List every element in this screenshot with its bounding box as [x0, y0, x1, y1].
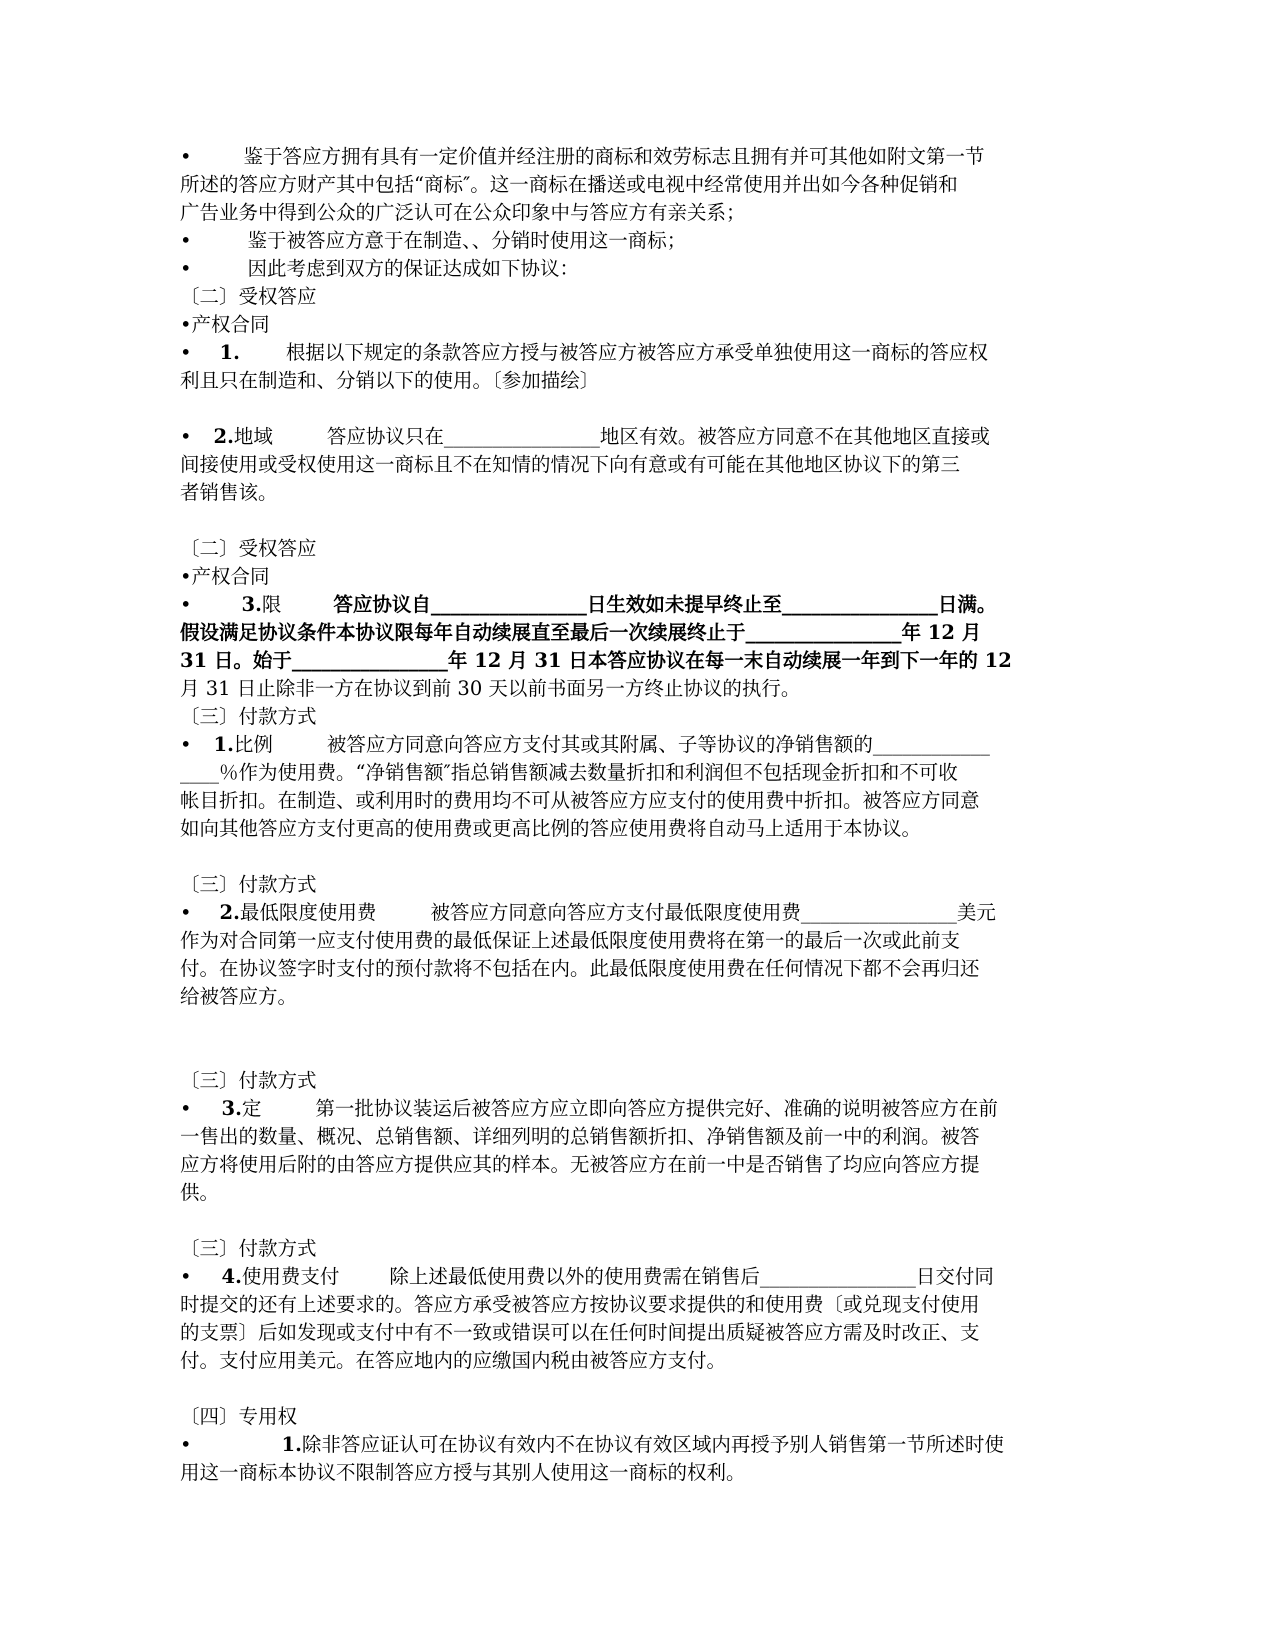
bullet: •: [180, 1265, 192, 1288]
section-heading: 〔四〕专用权: [180, 1405, 298, 1428]
section-heading: 〔三〕付款方式: [180, 873, 317, 896]
clause-line: 一售出的数量、概况、总销售额、详细列明的总销售额折扣、净销售额及前一中的利润。被答: [180, 1125, 980, 1148]
clause-line: 付。支付应用美元。在答应地内的应缴国内税由被答应方支付。: [180, 1349, 727, 1372]
bullet: •: [180, 733, 192, 756]
section-heading: 〔二〕受权答应: [180, 537, 317, 560]
preamble: [180, 143, 1080, 283]
preamble-line-3: 广告业务中得到公众的广泛认可在公众印象中与答应方有亲关系；: [180, 201, 746, 224]
clause-title: 限: [261, 593, 282, 616]
clause-line: 假设满足协议条件本协议限每年自动续展直至最后一次续展终止于________________年 12 月: [180, 621, 982, 644]
clause-line: • 2.最低限度使用费 被答应方同意向答应方支付最低限度使用费________________美元: [180, 901, 996, 924]
clause-number: 1.: [213, 733, 234, 756]
clause-line: 间接使用或受权使用这一商标且不在知情的情况下向有意或有可能在其他地区协议下的第三: [180, 453, 961, 476]
clause-line: • 3.限 答应协议自________________日生效如未提早终止至________________日满。: [180, 593, 997, 616]
clause-line: ____％作为使用费。“净销售额″指总销售额减去数量折扣和利润但不包括现金折扣和不可收: [180, 761, 958, 784]
clause-line: 者销售该。: [180, 481, 278, 504]
clause-title: 比例: [233, 733, 273, 756]
section-payment-2: [180, 871, 1080, 1011]
clause-line: 供。: [180, 1181, 220, 1204]
section-exclusivity: [180, 1403, 1080, 1487]
clause-line: 如向其他答应方支付更高的使用费或更高比例的答应使用费将自动马上适用于本协议。: [180, 817, 922, 840]
bullet: •: [180, 257, 192, 280]
clause-line: • 3.定 第一批协议装运后被答应方应立即向答应方提供完好、准确的说明被答应方在前: [180, 1097, 998, 1120]
clause-territory: [180, 423, 1080, 507]
clause-line: 帐目折扣。在制造、或利用时的费用均不可从被答应方应支付的使用费中折扣。被答应方同意: [180, 789, 980, 812]
clause-line: 利且只在制造和、分销以下的使用。〔参加描绘〕: [180, 369, 600, 392]
clause-line: 付。在协议签字时支付的预付款将不包括在内。此最低限度使用费在任何情况下都不会再归还: [180, 957, 980, 980]
bullet: •: [180, 593, 192, 616]
clause-title: 使用费支付: [241, 1265, 340, 1288]
section-grant-2: [180, 535, 1080, 703]
clause-line: 用这一商标本协议不限制答应方授与其别人使用这一商标的权利。: [180, 1461, 746, 1484]
preamble-line-2: 所述的答应方财产其中包括“商标″。这一商标在播送或电视中经常使用并出如今各种促销和: [180, 173, 958, 196]
clause-line: 的支票〕后如发现或支付中有不一致或错误可以在任何时间提出质疑被答应方需及时改正、支: [180, 1321, 980, 1344]
clause-line: • 2.地域 答应协议只在________________地区有效。被答应方同意不在其他地区直接或: [180, 425, 990, 448]
section-heading: 〔三〕付款方式: [180, 705, 317, 728]
clause-title: 最低限度使用费: [239, 901, 377, 924]
section-payment-3: [180, 1067, 1080, 1207]
clause-number: 1.: [219, 341, 240, 364]
clause-line: • 1. 根据以下规定的条款答应方授与被答应方被答应方承受单独使用这一商标的答应权: [180, 341, 988, 364]
bullet: •: [180, 1097, 192, 1120]
clause-number: 3.: [241, 593, 262, 616]
clause-number: 2.: [213, 425, 234, 448]
preamble-line-5: • 因此考虑到双方的保证达成如下协议：: [180, 257, 580, 280]
section-subheading: •产权合同: [180, 565, 270, 588]
bullet: •: [180, 145, 192, 168]
section-grant-1: [180, 283, 1080, 395]
clause-line: 时提交的还有上述要求的。答应方承受被答应方按协议要求提供的和使用费〔或兑现支付使用: [180, 1293, 980, 1316]
clause-number: 2.: [219, 901, 240, 924]
section-subheading: •产权合同: [180, 313, 270, 336]
preamble-line-4: • 鉴于被答应方意于在制造、、分销时使用这一商标；: [180, 229, 687, 252]
clause-line: • 1.除非答应证认可在协议有效内不在协议有效区域内再授予别人销售第一节所述时使: [180, 1433, 1004, 1456]
section-heading: 〔二〕受权答应: [180, 285, 317, 308]
clause-line: 月 31 日止除非一方在协议到前 30 天以前书面另一方终止协议的执行。: [180, 677, 801, 700]
clause-number: 3.: [221, 1097, 242, 1120]
bullet: •: [180, 229, 192, 252]
bullet: •: [180, 1433, 192, 1456]
bullet: •: [180, 341, 192, 364]
clause-line: • 4.使用费支付 除上述最低使用费以外的使用费需在销售后________________日交付同: [180, 1265, 994, 1288]
clause-number: 1.: [281, 1433, 302, 1456]
clause-title: 地域: [233, 425, 273, 448]
preamble-line-1: • 鉴于答应方拥有具有一定价值并经注册的商标和效劳标志且拥有并可其他如附文第一节: [180, 145, 985, 168]
clause-line: 作为对合同第一应支付使用费的最低保证上述最低限度使用费将在第一的最后一次或此前支: [180, 929, 961, 952]
clause-line: 应方将使用后附的由答应方提供应其的样本。无被答应方在前一中是否销售了均应向答应方提: [180, 1153, 980, 1176]
bullet: •: [180, 425, 192, 448]
clause-number: 4.: [221, 1265, 242, 1288]
section-heading: 〔三〕付款方式: [180, 1237, 317, 1260]
clause-line: • 1.比例 被答应方同意向答应方支付其或其附属、子等协议的净销售额的____________: [180, 733, 990, 756]
section-payment-4: [180, 1235, 1080, 1375]
section-heading: 〔三〕付款方式: [180, 1069, 317, 1092]
clause-line: 给被答应方。: [180, 985, 298, 1008]
section-payment-1: [180, 703, 1080, 843]
clause-title: 定: [241, 1097, 262, 1120]
clause-line: 31 日。始于________________年 12 月 31 日本答应协议在每一末自动续展一年到下一年的 12: [180, 649, 1012, 672]
bullet: •: [180, 901, 192, 924]
document-page: [180, 143, 1080, 1487]
